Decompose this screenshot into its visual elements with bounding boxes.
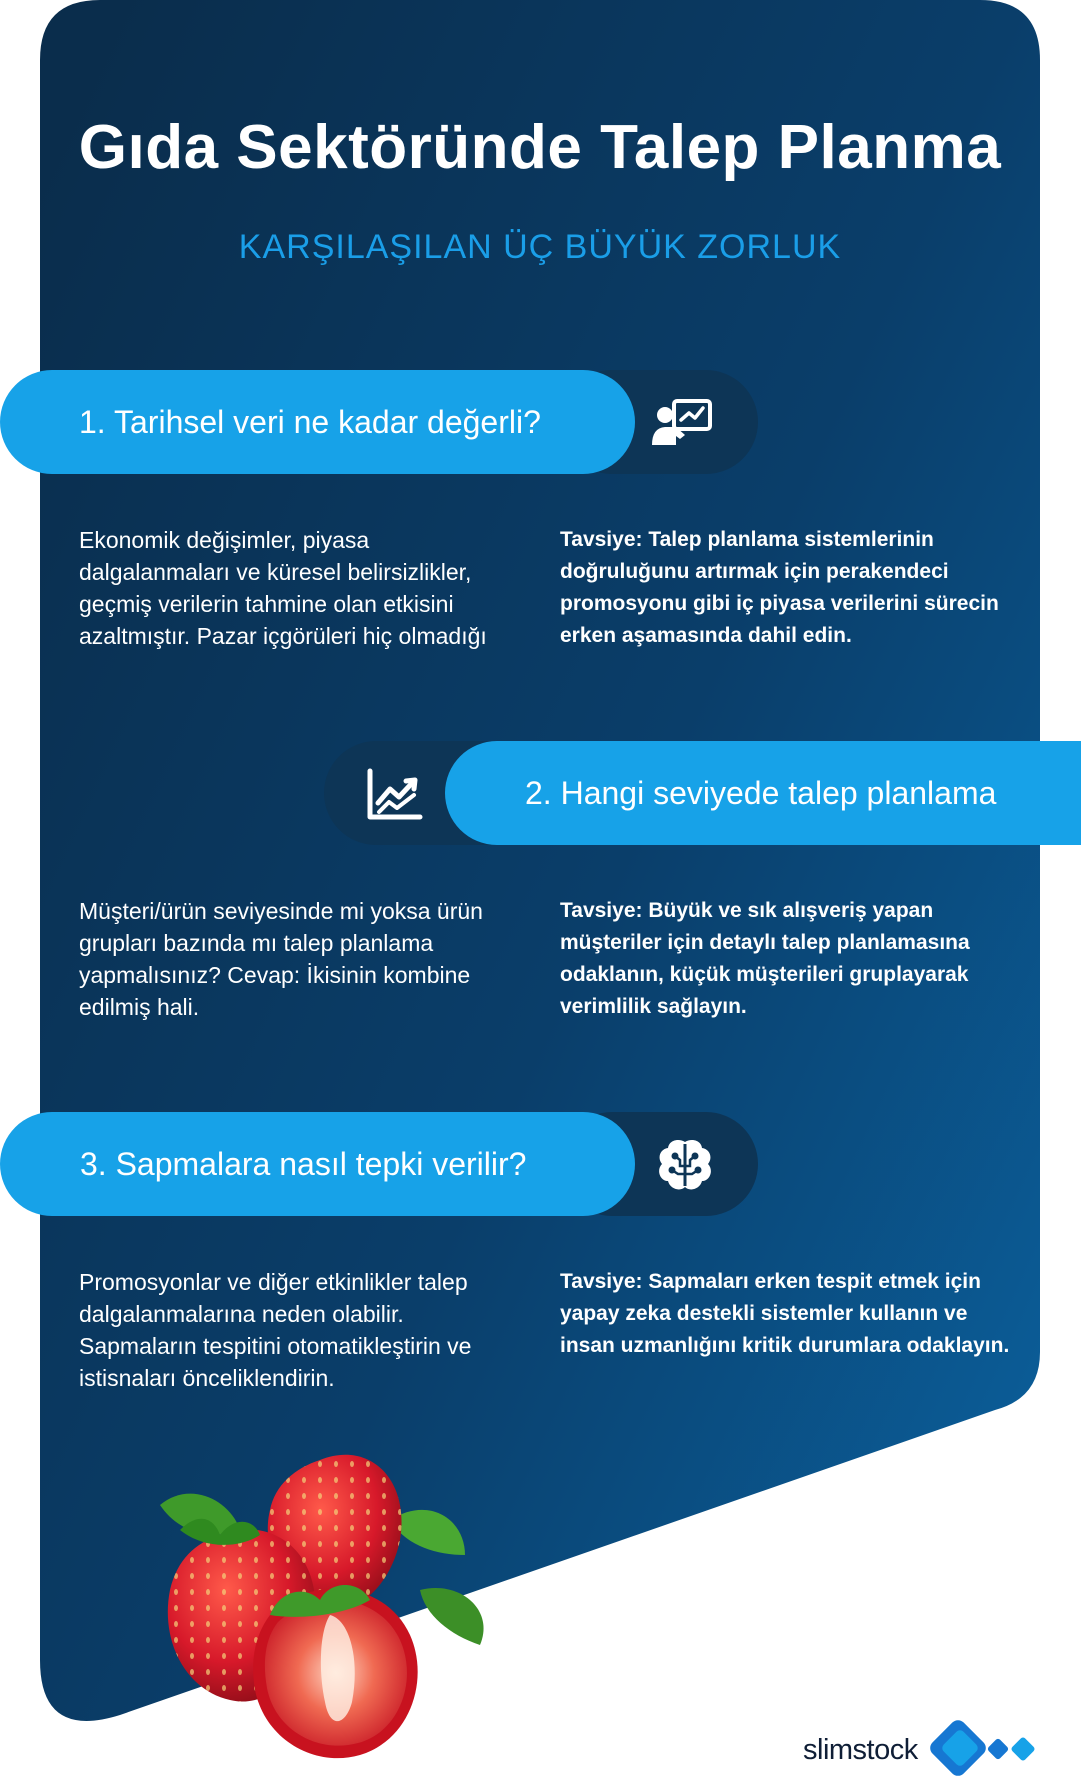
section-2-body: Müşteri/ürün seviyesinde mi yoksa ürün grupları bazında mı talep planlama yapmalısınız? Cevap: İkisinin kombine edilmiş hali. xyxy=(79,898,483,1020)
brand-name: slimstock xyxy=(803,1734,918,1766)
trending-chart-icon xyxy=(360,765,426,825)
section-1-tip: Tavsiye: Talep planlama sistemlerinin doğruluğunu artırmak için perakendeci promosyonu gibi iç piyasa verilerini sürecin erken aşamasında dahil edin. xyxy=(560,528,999,647)
page-subtitle: KARŞILAŞILAN ÜÇ BÜYÜK ZORLUK xyxy=(238,228,842,266)
strawberries-illustration xyxy=(120,1440,550,1770)
section-1-heading: 1. Tarihsel veri ne kadar değerli? xyxy=(79,404,541,440)
section-2-heading: 2. Hangi seviyede talep planlama xyxy=(525,775,997,811)
page-title: Gıda Sektöründe Talep Planma xyxy=(78,113,1002,182)
section-2-tip: Tavsiye: Büyük ve sık alışveriş yapan müşteriler için detaylı talep planlamasına odaklanın, küçük müşterileri gruplayarak verimlilik sağlayın. xyxy=(560,899,970,1018)
section-3-body: Promosyonlar ve diğer etkinlikler talep dalgalanmalarına neden olabilir. Sapmaların tespitini otomatikleştirin ve istisnaları önceliklendirin. xyxy=(79,1269,472,1391)
section-1-heading-pill xyxy=(0,370,635,474)
brain-circuit-icon xyxy=(652,1136,718,1196)
section-2-heading-pill xyxy=(445,741,1081,845)
slimstock-logo-icon xyxy=(928,1714,1043,1784)
section-3-heading: 3. Sapmalara nasıl tepki verilir? xyxy=(80,1146,527,1182)
section-3-heading-pill xyxy=(0,1112,635,1216)
presentation-chart-icon xyxy=(650,395,716,455)
section-1-body: Ekonomik değişimler, piyasa dalgalanmaları ve küresel belirsizlikler, geçmiş verilerin tahmine olan etkisini azaltmıştır. Pazar içgörüleri hiç olmadığı xyxy=(79,527,487,649)
section-3-tip: Tavsiye: Sapmaları erken tespit etmek için yapay zeka destekli sistemler kullanın ve insan uzmanlığını kritik durumlara odaklayın. xyxy=(560,1270,1010,1357)
